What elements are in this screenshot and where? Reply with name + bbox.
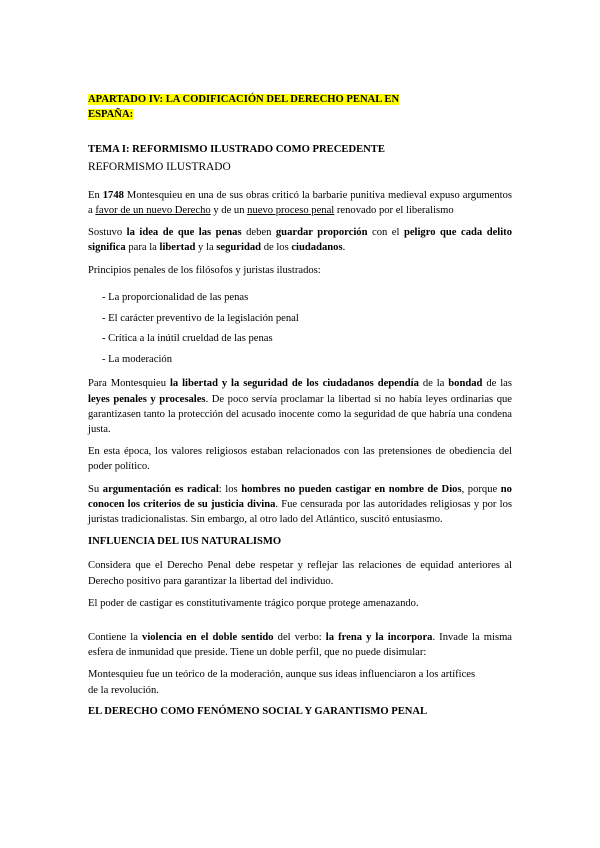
principios-intro: Principios penales de los filósofos y juristas ilustrados: <box>88 264 321 276</box>
text: . Fue censurada por las autoridades religiosas y por los juristas tradicionalistas. Sin embargo, al otro lado del Atlántico, suscitó entusiasmo. <box>88 498 512 526</box>
bold-text: la idea de que las penas <box>126 227 242 239</box>
text: . De poco servía proclamar la libertad si no había leyes ordinarias que garantizasen tanto la protección del acusado inocente como la seguridad de que habría una condena justa. <box>88 393 512 436</box>
paragraph-montesquieu <box>88 376 512 437</box>
text: para la <box>125 242 160 254</box>
text: de las <box>482 378 512 390</box>
bold-text: peligro que cada delito significa <box>88 227 512 254</box>
text: de la <box>418 378 449 390</box>
bold-text: argumentación es radical <box>102 483 219 495</box>
bold-text: seguridad <box>216 242 262 254</box>
text: , porque <box>461 483 501 495</box>
paragraph-1748 <box>88 188 512 218</box>
section-heading <box>88 92 512 122</box>
paragraph-epoca: En esta época, los valores religiosos estaban relacionados con las pretensiones de obediencia del poder político. <box>88 446 512 473</box>
text: Contiene la <box>88 632 143 644</box>
text: renovado por el liberalismo <box>334 205 454 217</box>
text: del verbo: <box>273 632 326 644</box>
text: Montesquieu en una de sus obras criticó la barbarie punitiva medieval expuso argumentos a <box>88 189 512 217</box>
text: de los <box>261 242 292 254</box>
text: . <box>342 242 346 254</box>
text: de la revolución. <box>88 684 159 696</box>
heading-line-2: ESPAÑA: <box>88 109 134 121</box>
tema-title: TEMA I: REFORMISMO ILUSTRADO COMO PRECEDENTE <box>88 144 385 156</box>
bold-text: leyes penales y procesales <box>88 393 206 405</box>
text: : los <box>218 483 242 495</box>
bold-text: 1748 <box>102 189 124 201</box>
text: En <box>88 189 103 201</box>
underlined-text: nuevo proceso penal <box>247 205 335 217</box>
text: y de un <box>210 205 248 217</box>
heading-line-1: APARTADO IV: LA CODIFICACIÓN DEL DERECHO PENAL EN <box>88 94 400 105</box>
document-page <box>88 92 512 719</box>
text: Montesquieu fue un teórico de la moderación, aunque sus ideas influenciaron a los artífices <box>88 669 476 681</box>
text: Para Montesquieu <box>88 378 170 390</box>
paragraph-considera: Considera que el Derecho Penal debe respetar y reflejar las relaciones de equidad anteriores al Derecho positivo para garantizar la libertad del individuo. <box>88 560 512 587</box>
paragraph-contiene <box>88 630 512 660</box>
paragraph-argumentacion <box>88 482 512 528</box>
bold-text: libertad <box>159 242 196 254</box>
influencia-title: INFLUENCIA DEL IUS NATURALISMO <box>88 536 282 548</box>
text: con el <box>367 227 404 239</box>
bold-text: la frena y la incorpora <box>325 632 433 644</box>
paragraph-poder: El poder de castigar es constitutivamente trágico porque protege amenazando. <box>88 597 419 609</box>
final-heading: EL DERECHO COMO FENÓMENO SOCIAL Y GARANTISMO PENAL <box>88 705 428 717</box>
bold-text: no conocen los criterios de su justicia divina <box>88 483 512 510</box>
list-item: - La moderación <box>102 354 173 366</box>
bold-text: ciudadanos <box>291 242 343 254</box>
text: . Invade la misma esfera de inmunidad que preside. Tiene un doble perfil, que no puede disimular: <box>88 632 513 659</box>
bold-text: guardar proporción <box>275 227 368 239</box>
list-item: - El carácter preventivo de la legislación penal <box>102 312 299 324</box>
principios-list <box>88 290 512 368</box>
list-item: - La proporcionalidad de las penas <box>102 291 249 303</box>
text: Su <box>88 483 103 495</box>
tema-subtitle: REFORMISMO ILUSTRADO <box>88 160 231 173</box>
list-item: - Crítica a la inútil crueldad de las penas <box>102 333 273 345</box>
bold-text: violencia en el doble sentido <box>142 632 274 644</box>
text: y la <box>195 242 217 254</box>
paragraph-sostuvo <box>88 225 512 255</box>
paragraph-teorico <box>88 667 512 697</box>
text: deben <box>241 227 276 239</box>
underlined-text: favor de un nuevo Derecho <box>95 205 211 217</box>
text: Sostuvo <box>88 227 127 239</box>
bold-text: bondad <box>448 378 483 390</box>
bold-text: la libertad y la seguridad de los ciudadanos dependía <box>169 378 419 390</box>
bold-text: hombres no pueden castigar en nombre de Dios <box>241 483 462 495</box>
